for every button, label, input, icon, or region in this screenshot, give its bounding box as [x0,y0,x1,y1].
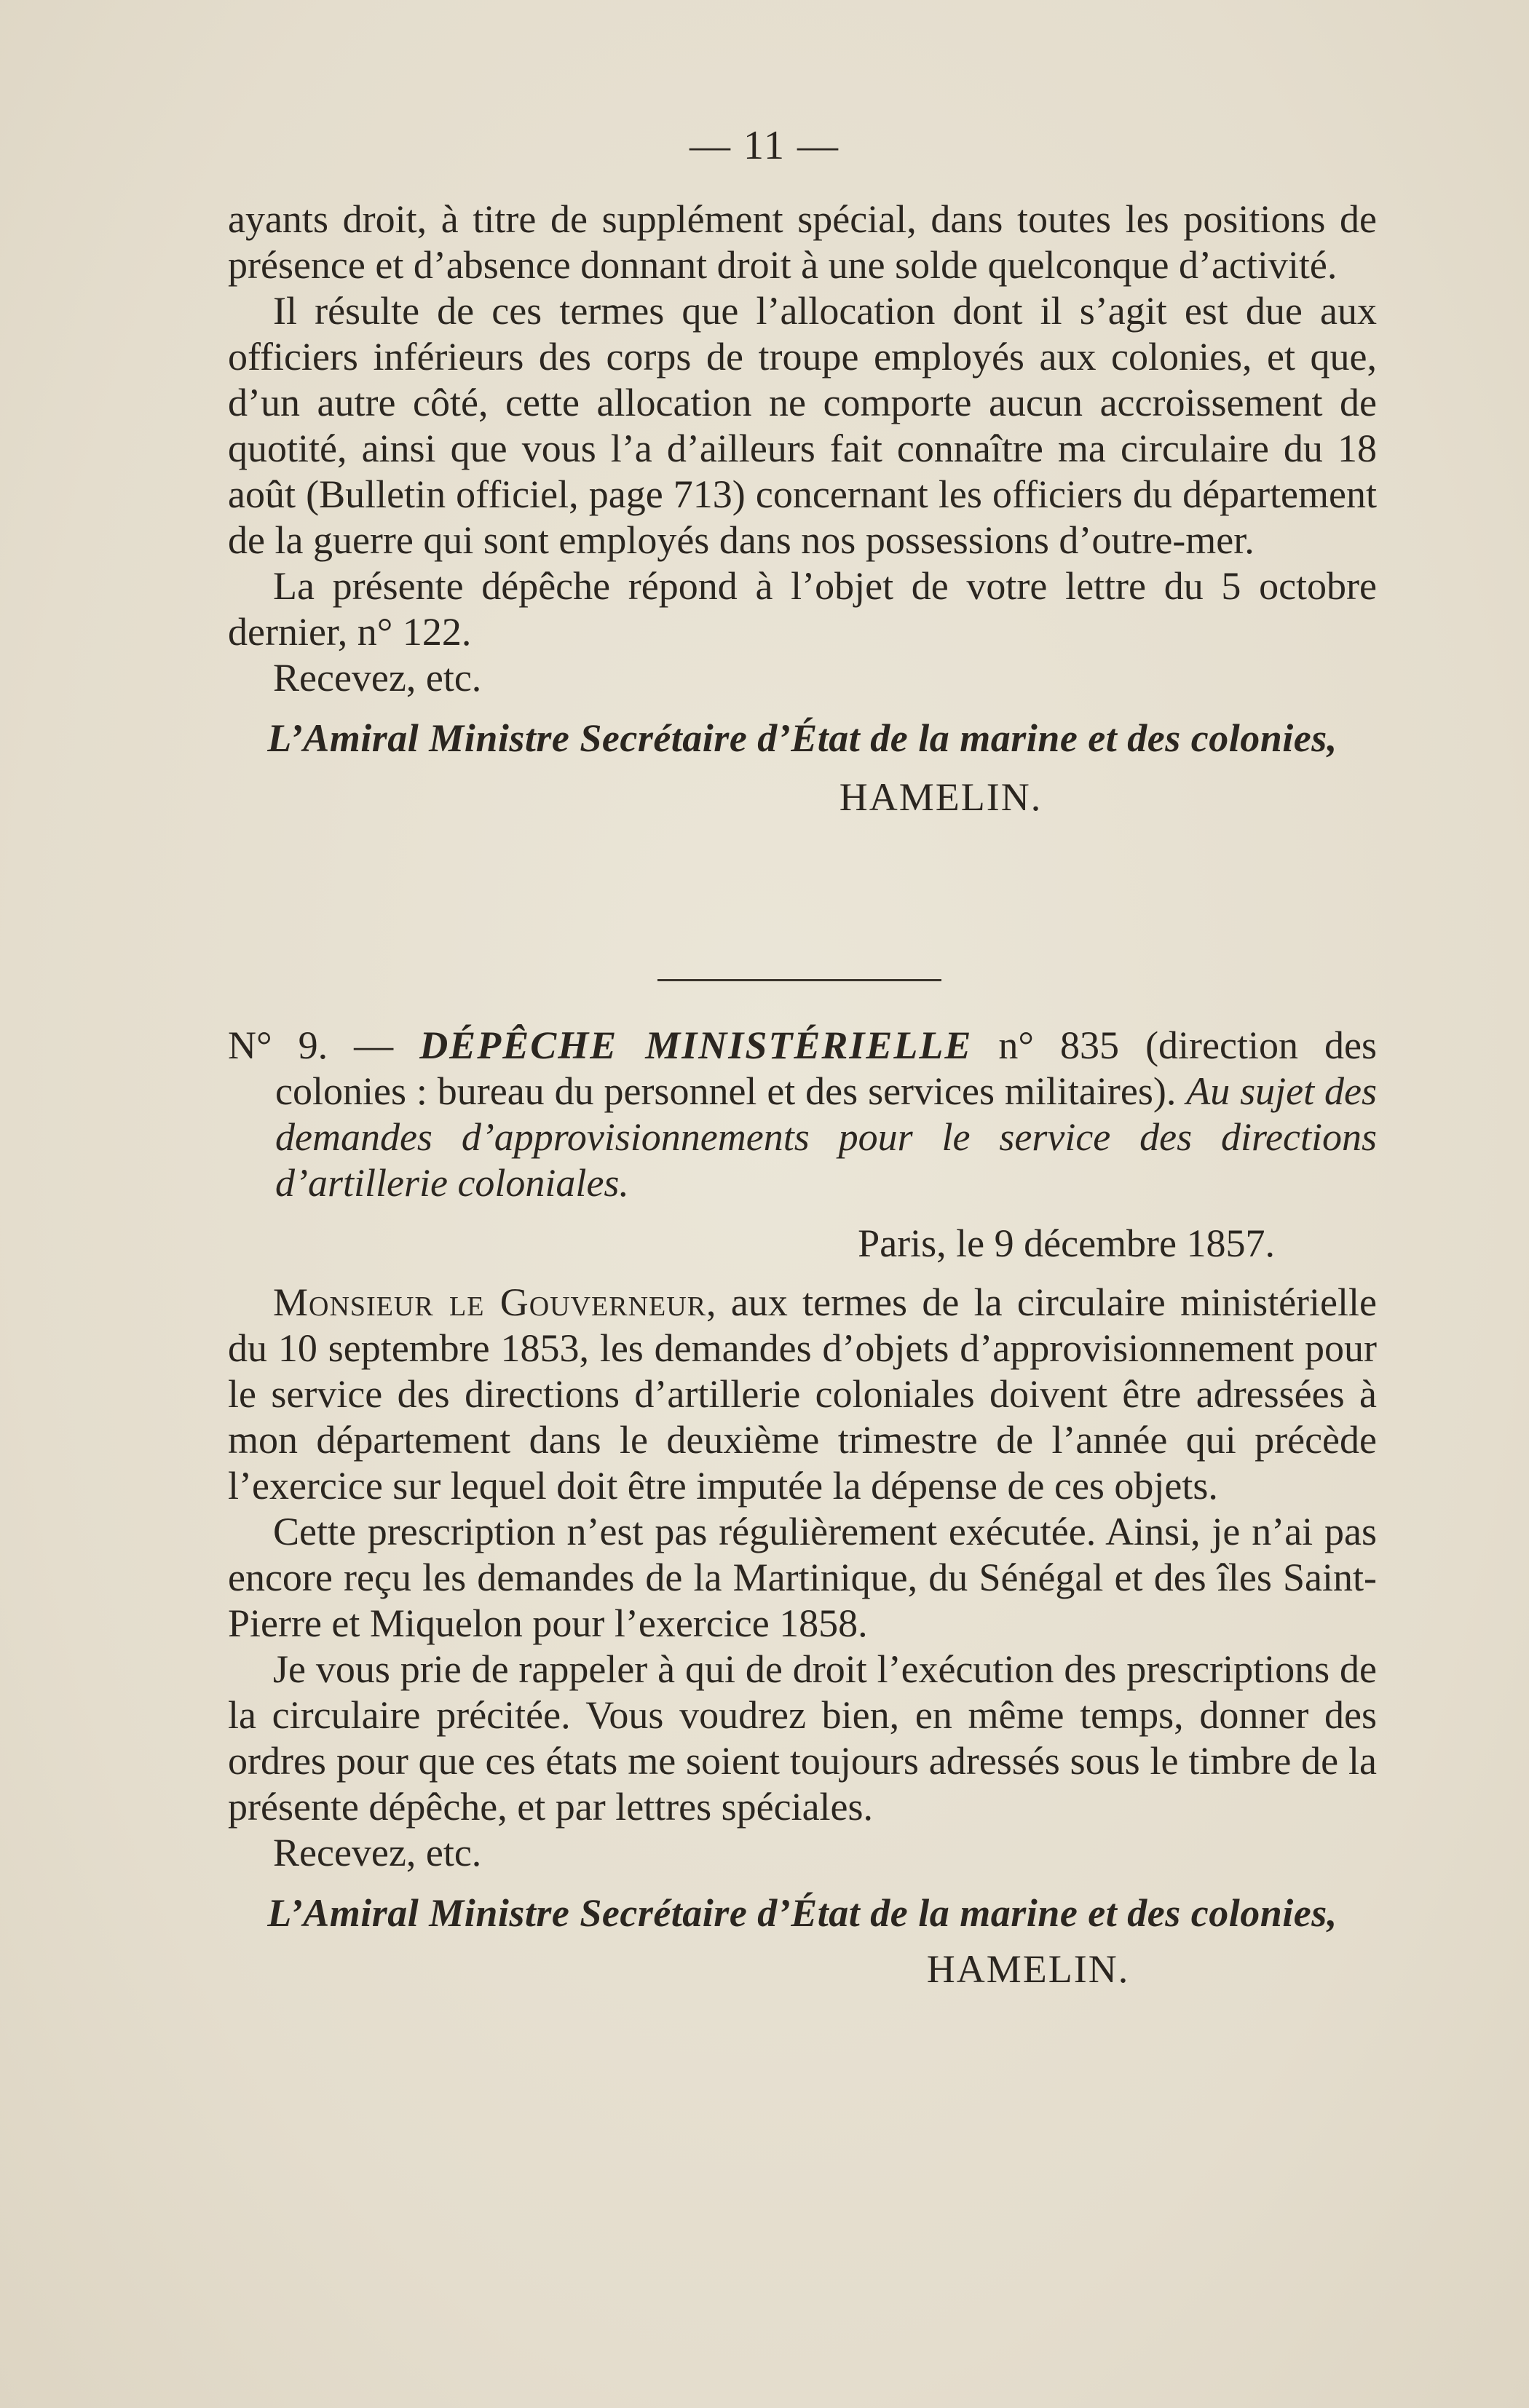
paragraph: La présente dépêche répond à l’objet de votre lettre du 5 octobre dernier, n° 122. [228,564,1377,654]
paragraph: ayants droit, à titre de supplément spécial, dans toutes les positions de présence et d’absence donnant droit à une solde quelconque d’activité. [228,197,1377,287]
paragraph-text: , aux termes de la circulaire ministérielle du 10 septembre 1853, les demandes d’objets d’approvisionnement pour le service des directions d’artillerie coloniales doivent être adressées à mon département dans le deuxième trimestre de l’année qui précède l’exercice sur lequel doit être imputée la dépense de ces objets. [228,1280,1377,1508]
paragraph [228,1280,1377,1509]
section-divider [657,979,941,981]
paragraph: Il résulte de ces termes que l’allocation dont il s’agit est due aux officiers inférieurs des corps de troupe employés aux colonies, et que, d’un autre côté, cette allocation ne comporte aucun accroissement de quotité, ainsi que vous l’a d’ailleurs fait connaître ma circulaire du 18 août (Bulletin officiel, page 713) concernant les officiers du département de la guerre qui sont employés dans nos possessions d’outre-mer. [228,289,1377,562]
dispatch-reference: n° 835 (direction des colonies : bureau du personnel et des services militaires). [275,1023,1377,1113]
signatory-title: L’Amiral Ministre Secrétaire d’État de la marine et des colonies, [267,716,1338,760]
dateline: Paris, le 9 décembre 1857. [858,1221,1275,1265]
dispatch-subject: Au sujet des demandes d’approvisionnements pour le service des directions d’artillerie coloniales. [275,1069,1377,1205]
salutation: Monsieur le Gouverneur [273,1280,707,1324]
dispatch-title: DÉPÊCHE MINISTÉRIELLE [419,1023,973,1067]
dispatch-number: N° 9. — [228,1023,394,1067]
dispatch-heading [228,1023,1377,1206]
signatory-title: L’Amiral Ministre Secrétaire d’État de la marine et des colonies, [267,1891,1338,1935]
paragraph: Je vous prie de rappeler à qui de droit l’exécution des prescriptions de la circulaire précitée. Vous voudrez bien, en même temps, donner des ordres pour que ces états me soient toujours adressés sous le timbre de la présente dépêche, et par lettres spéciales. [228,1647,1377,1829]
closing-formula: Recevez, etc. [273,1831,482,1874]
signatory-name: HAMELIN. [926,1947,1130,1991]
closing-formula: Recevez, etc. [273,656,482,700]
page-number: — 11 — [690,123,839,168]
paragraph: Cette prescription n’est pas régulièrement exécutée. Ainsi, je n’ai pas encore reçu les demandes de la Martinique, du Sénégal et des îles Saint-Pierre et Miquelon pour l’exercice 1858. [228,1510,1377,1645]
signatory-name: HAMELIN. [839,775,1043,819]
dispatch-continuation [228,197,1377,820]
dispatch-no-9 [228,1023,1377,1992]
